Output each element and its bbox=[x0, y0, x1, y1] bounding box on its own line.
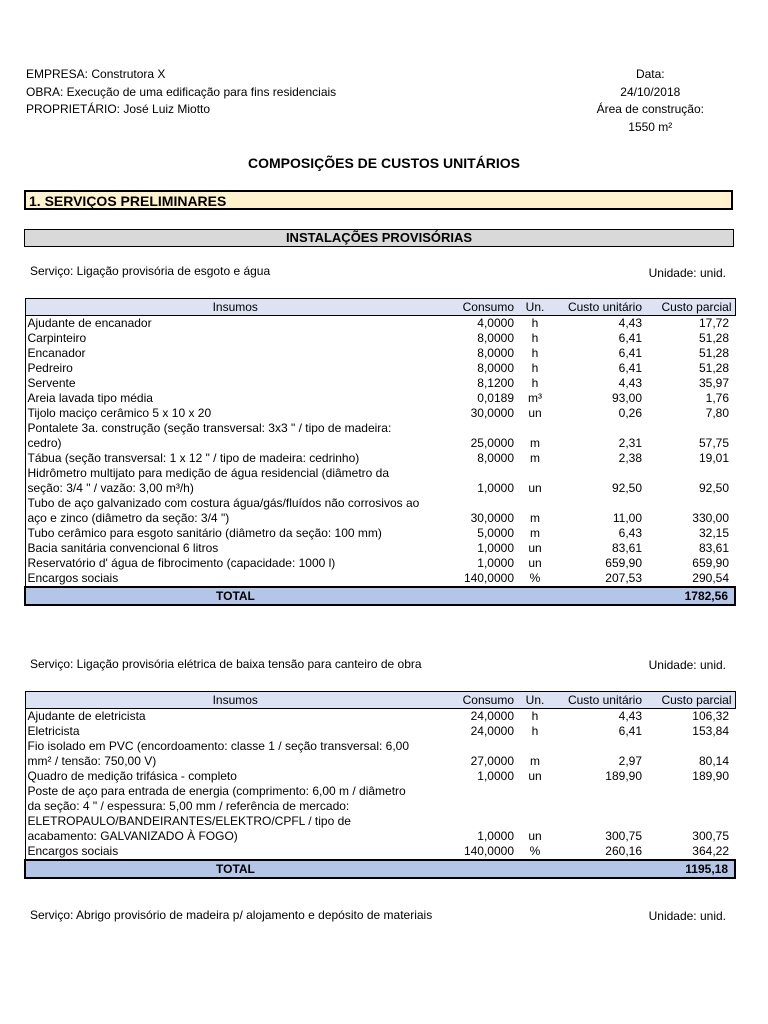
insumo-line: Encargos sociais bbox=[27, 844, 119, 858]
insumo-name bbox=[25, 844, 445, 860]
unit-cell: m bbox=[530, 451, 540, 465]
table-row bbox=[25, 526, 735, 541]
unit-cost-cell: 83,61 bbox=[611, 541, 642, 555]
insumo-line: Fio isolado em PVC (encordoamento: classe 1 / seção transversal: 6,00 bbox=[27, 739, 410, 753]
unit-cost-cell: 6,41 bbox=[618, 361, 642, 375]
unit-cell: m bbox=[530, 754, 540, 768]
consumo-cell: 4,0000 bbox=[477, 316, 514, 330]
section-heading: 1. SERVIÇOS PRELIMINARES bbox=[24, 190, 733, 210]
insumo-line: Bacia sanitária convencional 6 litros bbox=[27, 541, 219, 555]
insumo-name bbox=[25, 556, 445, 571]
insumo-name bbox=[25, 739, 445, 769]
service-label: Serviço: Ligação provisória elétrica de baixa tensão para canteiro de obra bbox=[30, 657, 422, 671]
page-title: COMPOSIÇÕES DE CUSTOS UNITÁRIOS bbox=[248, 155, 520, 171]
table-row bbox=[25, 451, 735, 466]
unit-cell: % bbox=[529, 571, 541, 585]
table-row bbox=[25, 709, 735, 725]
table-row bbox=[25, 346, 735, 361]
unit-cost-cell: 93,00 bbox=[611, 391, 642, 405]
unit-cell: un bbox=[528, 481, 542, 495]
partial-cost-cell: 92,50 bbox=[698, 481, 729, 495]
unit-cost-cell: 207,53 bbox=[605, 571, 642, 585]
insumo-name bbox=[25, 376, 445, 391]
partial-cost-cell: 300,75 bbox=[692, 829, 729, 843]
unit-cell: h bbox=[531, 361, 539, 375]
partial-cost-cell: 32,15 bbox=[698, 526, 729, 540]
unit-cell: m bbox=[530, 436, 540, 450]
partial-cost-cell: 7,80 bbox=[705, 406, 729, 420]
insumo-line: Ajudante de eletricista bbox=[27, 709, 146, 723]
insumo-line: Pontalete 3a. construção (seção transversal: 3x3 " / tipo de madeira: bbox=[27, 421, 392, 435]
consumo-cell: 27,0000 bbox=[470, 754, 514, 768]
insumo-line: cedro) bbox=[27, 436, 62, 450]
unit-cell: h bbox=[531, 331, 539, 345]
col-un: Un. bbox=[517, 692, 553, 709]
insumo-line: Hidrômetro multijato para medição de água residencial (diâmetro da bbox=[27, 466, 390, 480]
consumo-cell: 1,0000 bbox=[477, 556, 514, 570]
insumo-line: da seção: 4 " / espessura: 5,00 mm / referência de mercado: bbox=[27, 799, 350, 813]
consumo-cell: 8,1200 bbox=[477, 376, 514, 390]
insumo-name bbox=[25, 316, 445, 332]
insumos-table bbox=[24, 691, 736, 879]
partial-cost-cell: 189,90 bbox=[692, 769, 729, 783]
insumo-name bbox=[25, 526, 445, 541]
unit-cost-cell: 6,43 bbox=[618, 526, 642, 540]
consumo-cell: 1,0000 bbox=[477, 481, 514, 495]
table-row bbox=[25, 376, 735, 391]
table-row bbox=[25, 331, 735, 346]
total-row bbox=[25, 860, 735, 878]
partial-cost-cell: 19,01 bbox=[698, 451, 729, 465]
unit-cell: un bbox=[528, 541, 542, 555]
table-row bbox=[25, 361, 735, 376]
consumo-cell: 25,0000 bbox=[470, 436, 514, 450]
insumo-name bbox=[25, 496, 445, 526]
col-custo-parcial: Custo parcial bbox=[645, 692, 735, 709]
service-label: Serviço: Abrigo provisório de madeira p/ alojamento e depósito de materiais bbox=[30, 908, 433, 922]
insumo-name bbox=[25, 784, 445, 844]
consumo-cell: 140,0000 bbox=[463, 571, 514, 585]
partial-cost-cell: 290,54 bbox=[692, 571, 729, 585]
insumo-name bbox=[25, 331, 445, 346]
unit-cost-cell: 260,16 bbox=[605, 844, 642, 858]
subsection-heading: INSTALAÇÕES PROVISÓRIAS bbox=[24, 229, 734, 247]
table-row bbox=[25, 541, 735, 556]
insumo-name bbox=[25, 346, 445, 361]
insumo-name bbox=[25, 769, 445, 784]
unit-cell: m bbox=[530, 526, 540, 540]
insumo-name bbox=[25, 361, 445, 376]
col-custo-unitario: Custo unitário bbox=[553, 692, 645, 709]
area-value: 1550 m² bbox=[628, 119, 673, 134]
insumo-line: Poste de aço para entrada de energia (comprimento: 6,00 m / diâmetro bbox=[27, 784, 406, 798]
unit-cost-cell: 6,41 bbox=[618, 346, 642, 360]
unit-cell: h bbox=[531, 346, 539, 360]
consumo-cell: 24,0000 bbox=[470, 709, 514, 723]
col-insumos: Insumos bbox=[25, 299, 445, 316]
partial-cost-cell: 330,00 bbox=[692, 511, 729, 525]
insumo-name bbox=[25, 724, 445, 739]
col-consumo: Consumo bbox=[445, 299, 517, 316]
partial-cost-cell: 659,90 bbox=[692, 556, 729, 570]
header-left bbox=[26, 66, 336, 119]
col-insumos: Insumos bbox=[25, 692, 445, 709]
insumo-line: mm² / tensão: 750,00 V) bbox=[27, 754, 157, 768]
table-row bbox=[25, 391, 735, 406]
col-custo-unitario: Custo unitário bbox=[553, 299, 645, 316]
consumo-cell: 8,0000 bbox=[477, 346, 514, 360]
partial-cost-cell: 106,32 bbox=[692, 709, 729, 723]
consumo-cell: 8,0000 bbox=[477, 331, 514, 345]
consumo-cell: 30,0000 bbox=[470, 511, 514, 525]
partial-cost-cell: 1,76 bbox=[705, 391, 729, 405]
table-row bbox=[25, 844, 735, 860]
insumo-name bbox=[25, 421, 445, 451]
consumo-cell: 1,0000 bbox=[477, 769, 514, 783]
consumo-cell: 0,0189 bbox=[477, 391, 514, 405]
partial-cost-cell: 51,28 bbox=[698, 346, 729, 360]
unit-cell: un bbox=[528, 406, 542, 420]
total-value: 1195,18 bbox=[645, 860, 735, 878]
unit-cell: un bbox=[528, 556, 542, 570]
unit-cell: un bbox=[528, 829, 542, 843]
unit-cost-cell: 4,43 bbox=[618, 316, 642, 330]
partial-cost-cell: 17,72 bbox=[698, 316, 729, 330]
insumo-line: ELETROPAULO/BANDEIRANTES/ELEKTRO/CPFL / tipo de bbox=[27, 814, 351, 828]
unit-cost-cell: 659,90 bbox=[605, 556, 642, 570]
partial-cost-cell: 57,75 bbox=[698, 436, 729, 450]
insumos-table bbox=[24, 298, 736, 606]
empresa: EMPRESA: Construtora X bbox=[26, 67, 166, 81]
consumo-cell: 8,0000 bbox=[477, 451, 514, 465]
insumo-line: Quadro de medição trifásica - completo bbox=[27, 769, 237, 783]
total-row bbox=[25, 587, 735, 605]
consumo-cell: 30,0000 bbox=[470, 406, 514, 420]
unit-cost-cell: 2,38 bbox=[618, 451, 642, 465]
unit-cell: m³ bbox=[528, 391, 542, 405]
table-row bbox=[25, 466, 735, 496]
service-unit: Unidade: unid. bbox=[648, 909, 726, 923]
insumo-line: Encargos sociais bbox=[27, 571, 119, 585]
area-label: Área de construção: bbox=[596, 102, 704, 116]
insumo-line: Carpinteiro bbox=[27, 331, 87, 345]
consumo-cell: 5,0000 bbox=[477, 526, 514, 540]
consumo-cell: 140,0000 bbox=[463, 844, 514, 858]
insumo-line: Eletricista bbox=[27, 724, 80, 738]
unit-cell: m bbox=[530, 511, 540, 525]
unit-cell: h bbox=[531, 316, 539, 330]
insumo-line: Tubo cerâmico para esgoto sanitário (diâmetro da seção: 100 mm) bbox=[27, 526, 382, 540]
insumo-name bbox=[25, 391, 445, 406]
partial-cost-cell: 153,84 bbox=[692, 724, 729, 738]
unit-cost-cell: 6,41 bbox=[618, 724, 642, 738]
partial-cost-cell: 364,22 bbox=[692, 844, 729, 858]
unit-cost-cell: 11,00 bbox=[612, 511, 642, 525]
insumo-line: Tijolo maciço cerâmico 5 x 10 x 20 bbox=[27, 406, 212, 420]
table-row bbox=[25, 784, 735, 844]
insumo-line: aço e zinco (diâmetro da seção: 3/4 ") bbox=[27, 511, 230, 525]
table-row bbox=[25, 739, 735, 769]
insumo-name bbox=[25, 466, 445, 496]
unit-cell: % bbox=[529, 844, 541, 858]
data-label: Data: bbox=[635, 67, 665, 81]
insumo-name bbox=[25, 571, 445, 587]
unit-cost-cell: 2,31 bbox=[618, 436, 642, 450]
partial-cost-cell: 51,28 bbox=[698, 331, 729, 345]
unit-cost-cell: 92,50 bbox=[611, 481, 642, 495]
header-right bbox=[597, 66, 704, 136]
service-label: Serviço: Ligação provisória de esgoto e água bbox=[30, 264, 271, 278]
total-label: TOTAL bbox=[25, 860, 645, 878]
col-custo-parcial: Custo parcial bbox=[645, 299, 735, 316]
unit-cost-cell: 4,43 bbox=[618, 709, 642, 723]
partial-cost-cell: 51,28 bbox=[698, 361, 729, 375]
proprietario: PROPRIETÁRIO: José Luiz Miotto bbox=[26, 102, 211, 116]
unit-cost-cell: 2,97 bbox=[618, 754, 642, 768]
unit-cost-cell: 189,90 bbox=[605, 769, 642, 783]
partial-cost-cell: 35,97 bbox=[698, 376, 729, 390]
insumo-name bbox=[25, 541, 445, 556]
table-row bbox=[25, 724, 735, 739]
insumo-line: Pedreiro bbox=[27, 361, 73, 375]
unit-cell: h bbox=[531, 724, 539, 738]
col-consumo: Consumo bbox=[445, 692, 517, 709]
data-value: 24/10/2018 bbox=[620, 84, 681, 99]
unit-cost-cell: 300,75 bbox=[605, 829, 642, 843]
table-row bbox=[25, 421, 735, 451]
insumo-line: seção: 3/4 " / vazão: 3,00 m³/h) bbox=[27, 481, 194, 495]
unit-cell: h bbox=[531, 376, 539, 390]
insumo-line: Ajudante de encanador bbox=[27, 316, 152, 330]
insumo-line: Areia lavada tipo média bbox=[27, 391, 153, 405]
table-row bbox=[25, 571, 735, 587]
service-unit: Unidade: unid. bbox=[648, 266, 726, 280]
total-label: TOTAL bbox=[25, 587, 645, 605]
consumo-cell: 24,0000 bbox=[470, 724, 514, 738]
service-unit: Unidade: unid. bbox=[648, 658, 726, 672]
col-un: Un. bbox=[517, 299, 553, 316]
partial-cost-cell: 80,14 bbox=[698, 754, 729, 768]
total-value: 1782,56 bbox=[645, 587, 735, 605]
unit-cell: un bbox=[528, 769, 542, 783]
insumo-line: Servente bbox=[27, 376, 76, 390]
unit-cost-cell: 0,26 bbox=[618, 406, 642, 420]
obra: OBRA: Execução de uma edificação para fins residenciais bbox=[26, 84, 337, 99]
table-row bbox=[25, 496, 735, 526]
insumo-line: Tubo de aço galvanizado com costura água/gás/fluídos não corrosivos ao bbox=[27, 496, 420, 510]
insumo-name bbox=[25, 451, 445, 466]
insumo-line: Tábua (seção transversal: 1 x 12 " / tipo de madeira: cedrinho) bbox=[27, 451, 360, 465]
table-row bbox=[25, 316, 735, 332]
consumo-cell: 1,0000 bbox=[477, 541, 514, 555]
unit-cost-cell: 4,43 bbox=[618, 376, 642, 390]
insumo-line: Encanador bbox=[27, 346, 86, 360]
consumo-cell: 8,0000 bbox=[477, 361, 514, 375]
insumo-name bbox=[25, 709, 445, 725]
table-row bbox=[25, 406, 735, 421]
insumo-name bbox=[25, 406, 445, 421]
unit-cell: h bbox=[531, 709, 539, 723]
table-row bbox=[25, 556, 735, 571]
partial-cost-cell: 83,61 bbox=[698, 541, 729, 555]
table-row bbox=[25, 769, 735, 784]
consumo-cell: 1,0000 bbox=[477, 829, 514, 843]
insumo-line: Reservatório d' água de fibrocimento (capacidade: 1000 l) bbox=[27, 556, 336, 570]
insumo-line: acabamento: GALVANIZADO À FOGO) bbox=[27, 829, 238, 843]
unit-cost-cell: 6,41 bbox=[618, 331, 642, 345]
